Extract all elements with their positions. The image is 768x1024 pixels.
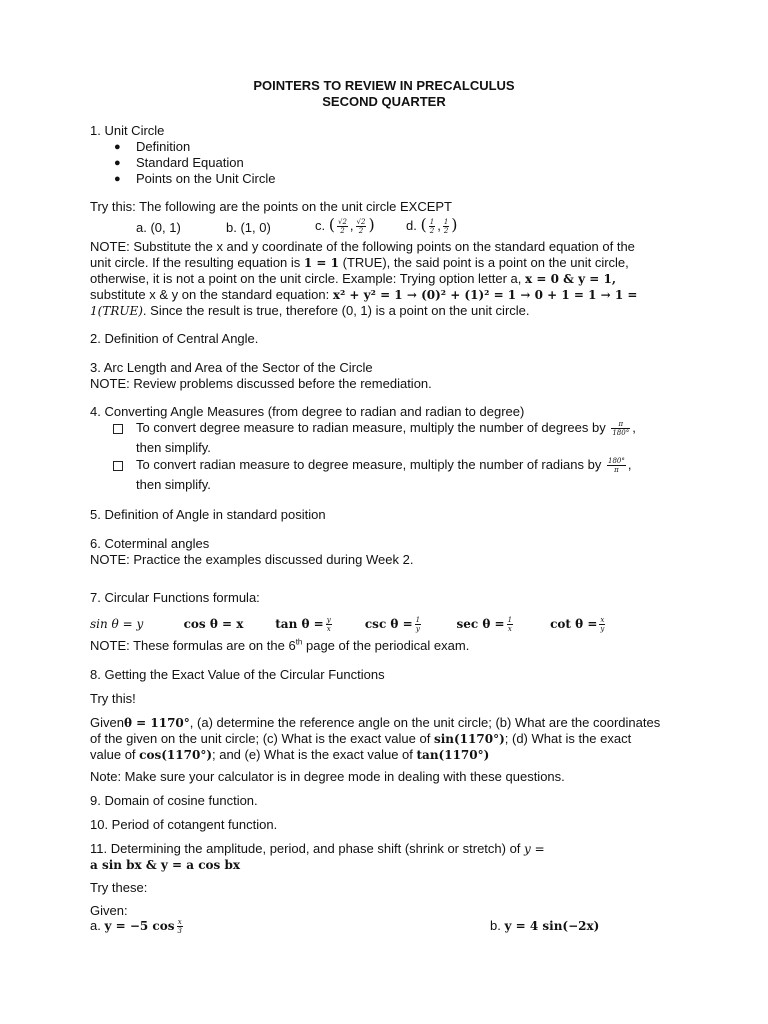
note-line-2 — [90, 255, 629, 271]
text: Given — [90, 715, 124, 730]
section-6-note: NOTE: Practice the examples discussed during Week 2. — [90, 552, 414, 567]
checkbox-icon — [113, 461, 123, 471]
math-equation: 1 = 1 — [303, 256, 340, 270]
problem-a — [90, 914, 185, 938]
frac-one-half: $\frac{1}{2}$ — [429, 218, 435, 236]
frac-pi-over-180: $\frac{\pi}{180^\circ}$ — [612, 420, 630, 438]
paren-open: ( — [420, 215, 427, 234]
math-tan: tan(1170°) — [416, 748, 490, 762]
option-d: d. ( $\frac{1}{2}$ , $\frac{1}{2}$ ) — [406, 215, 458, 236]
section-9-heading: 9. Domain of cosine function. — [90, 793, 258, 808]
section-10-heading: 10. Period of cotangent function. — [90, 817, 278, 832]
note-text: NOTE: These formulas are on the 6 — [90, 638, 296, 653]
math-equation: 1(TRUE) — [90, 304, 143, 318]
section-7-note — [90, 638, 469, 654]
bullet-icon: ● — [114, 141, 121, 153]
note-line-3 — [90, 271, 616, 287]
given-line-1 — [90, 715, 660, 731]
page-title: POINTERS TO REVIEW IN PRECALCULUS — [253, 78, 515, 93]
option-a: a. (0, 1) — [136, 220, 181, 235]
checkbox-icon — [113, 424, 123, 434]
option-c: c. ( $\frac{√2}{2}$ , $\frac{√2}{2}$ ) — [315, 215, 375, 236]
note-line-4 — [90, 287, 637, 303]
section-11-heading — [90, 841, 545, 857]
text: of the given on the unit circle; (c) What is the exact value of — [90, 731, 431, 746]
bullet-icon: ● — [114, 157, 121, 169]
bullet-points-on-unit-circle: Points on the Unit Circle — [136, 171, 276, 186]
given-label: Given: — [90, 903, 128, 918]
section-6-heading: 6. Coterminal angles — [90, 536, 210, 551]
note-line-5 — [90, 303, 530, 319]
section-8-heading: 8. Getting the Exact Value of the Circular Functions — [90, 667, 385, 682]
math-equation: x = 0 & y = 1, — [525, 272, 617, 286]
section-3-note: NOTE: Review problems discussed before the remediation. — [90, 376, 432, 391]
text: ; and (e) What is the exact value of — [212, 747, 413, 762]
math-equation: x² + y² = 1 → (0)² + (1)² = 1 → 0 + 1 = 1 → 1 = — [332, 288, 638, 302]
formula-sin: sin θ = y — [90, 617, 144, 631]
superscript: th — [295, 637, 303, 647]
text: 11. Determining the amplitude, period, and phase shift (shrink or stretch) of — [90, 841, 521, 856]
bullet-icon: ● — [114, 173, 121, 185]
section-5-heading: 5. Definition of Angle in standard position — [90, 507, 326, 522]
section-3-heading: 3. Arc Length and Area of the Sector of the Circle — [90, 360, 373, 375]
section-7-heading: 7. Circular Functions formula: — [90, 590, 260, 605]
problem-b — [490, 918, 599, 934]
math-equation: y = 4 sin(−2x) — [504, 919, 600, 933]
given-line-2 — [90, 731, 631, 747]
math-theta: θ = 1170° — [123, 716, 190, 730]
math-cos: cos(1170°) — [139, 748, 212, 762]
conversion-item-1: To convert degree measure to radian measure, multiply the number of degrees by $\frac{\pi}{180^\circ}$ , — [136, 420, 636, 438]
page-subtitle: SECOND QUARTER — [322, 94, 446, 109]
paren-close: ) — [451, 215, 458, 234]
section-4-heading: 4. Converting Angle Measures (from degree to radian and radian to degree) — [90, 404, 525, 419]
problem-label: a. — [90, 918, 101, 933]
paren-close: ) — [368, 215, 375, 234]
frac-sqrt2-over-2: $\frac{√2}{2}$ — [356, 218, 366, 236]
bullet-definition: Definition — [136, 139, 191, 154]
note-line-1: NOTE: Substitute the x and y coordinate of the following points on the standard equation of the — [90, 239, 635, 254]
note-text: substitute x & y on the standard equation: — [90, 287, 330, 302]
try-this-question: Try this: The following are the points on the unit circle EXCEPT — [90, 199, 453, 214]
text: value of — [90, 747, 136, 762]
given-line-3 — [90, 747, 489, 763]
text: ; (d) What is the exact — [504, 731, 632, 746]
note-text: (TRUE), the said point is a point on the unit circle, — [342, 255, 629, 270]
option-d-label: d. — [406, 218, 417, 233]
conversion-item-2-cont: then simplify. — [136, 477, 211, 492]
math-equation: y = — [524, 842, 545, 856]
option-b: b. (1, 0) — [226, 220, 271, 235]
item-text: To convert degree measure to radian measure, multiply the number of degrees by — [136, 420, 606, 435]
paren-open: ( — [328, 215, 335, 234]
option-c-label: c. — [315, 218, 326, 233]
note-text: otherwise, it is not a point on the unit circle. Example: Trying option letter a, — [90, 271, 522, 286]
formula-tan: tan θ = $\frac{y}{x}$ — [275, 616, 331, 634]
circular-functions-row — [90, 612, 607, 636]
formula-sec: sec θ = $\frac{1}{x}$ — [456, 616, 513, 634]
frac-one-half: $\frac{1}{2}$ — [443, 218, 449, 236]
bullet-standard-equation: Standard Equation — [136, 155, 244, 170]
note-text: . Since the result is true, therefore (0, 1) is a point on the unit circle. — [142, 303, 530, 318]
math-equation: a sin bx & y = a cos bx — [90, 858, 241, 872]
calculator-note: Note: Make sure your calculator is in degree mode in dealing with these questions. — [90, 769, 565, 784]
conversion-item-1-cont: then simplify. — [136, 440, 211, 455]
section-11-heading-cont — [90, 857, 240, 873]
frac-sqrt2-over-2: $\frac{√2}{2}$ — [338, 218, 347, 236]
frac-180-over-pi: $\frac{180^\circ}{\pi}$ — [607, 457, 625, 475]
frac-x-over-3: $\frac{x}{3}$ — [177, 918, 182, 936]
formula-cot: cot θ = $\frac{x}{y}$ — [550, 616, 605, 634]
problem-label: b. — [490, 918, 501, 933]
try-these-label: Try these: — [90, 880, 148, 895]
formula-cos: cos θ = x — [183, 617, 244, 631]
item-text: To convert radian measure to degree measure, multiply the number of radians by — [136, 457, 602, 472]
math-equation: y = −5 cos — [104, 919, 175, 933]
note-text: unit circle. If the resulting equation is — [90, 255, 301, 270]
section-1-heading: 1. Unit Circle — [90, 123, 165, 138]
formula-csc: csc θ = $\frac{1}{y}$ — [364, 616, 421, 634]
text: , (a) determine the reference angle on the unit circle; (b) What are the coordinates — [189, 715, 661, 730]
note-text: page of the periodical exam. — [302, 638, 470, 653]
section-2-heading: 2. Definition of Central Angle. — [90, 331, 259, 346]
math-sin: sin(1170°) — [433, 732, 505, 746]
conversion-item-2: To convert radian measure to degree measure, multiply the number of radians by $\frac{180^\circ}{\pi}$ , — [136, 457, 632, 475]
try-this-label: Try this! — [90, 691, 136, 706]
